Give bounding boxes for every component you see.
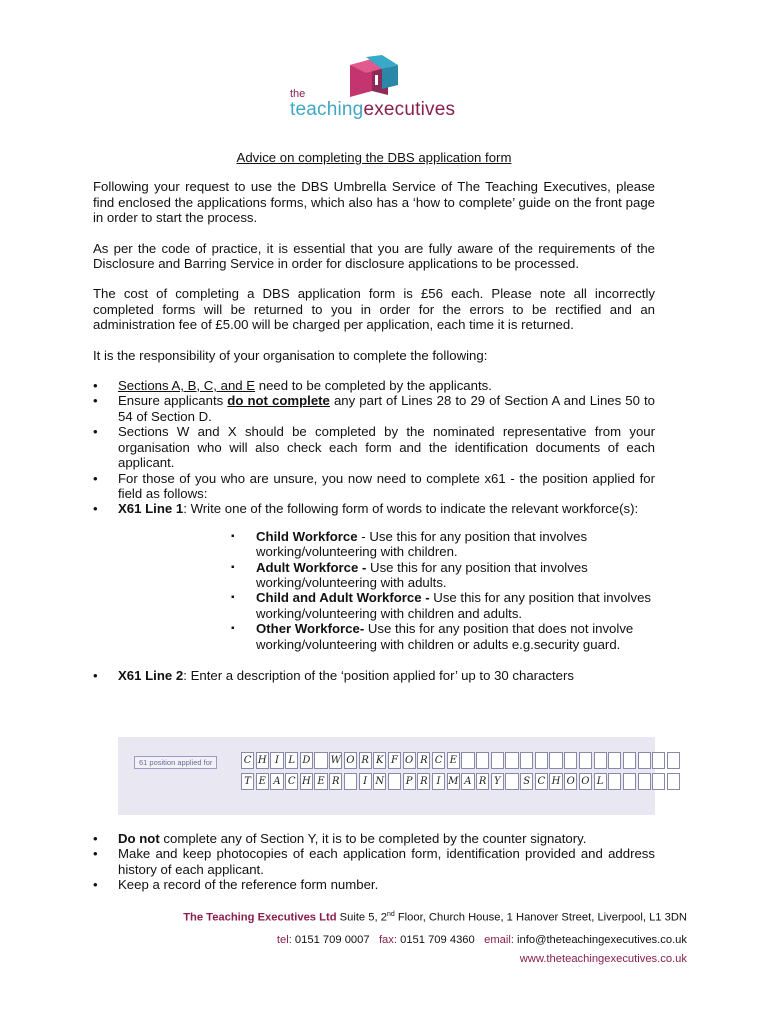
list-item-text: Sections W and X should be completed by the nominated representative from your organisation who will also check each form and the identification documents of each applicant. — [118, 424, 655, 471]
workforce-item — [231, 621, 651, 652]
footer-superscript: nd — [386, 911, 395, 918]
book-logo-icon — [342, 55, 408, 101]
form-grid-row-2 — [241, 773, 682, 790]
line-label: X61 Line 2 — [118, 667, 184, 683]
email-link[interactable]: info@theteachingexecutives.co.uk — [513, 934, 687, 946]
form-char-cell — [549, 752, 562, 769]
form-char-cell: L — [285, 752, 298, 769]
form-char-cell: O — [564, 773, 577, 790]
company-logo — [290, 55, 460, 127]
form-char-cell: O — [344, 752, 357, 769]
website-link[interactable]: www.theteachingexecutives.co.uk — [519, 953, 687, 965]
form-char-cell — [608, 752, 621, 769]
form-char-cell: C — [432, 752, 445, 769]
form-char-cell: E — [314, 773, 327, 790]
form-char-cell: M — [447, 773, 460, 790]
form-char-cell: I — [359, 773, 372, 790]
list-item-text: : Enter a description of the ‘position applied for’ up to 30 characters — [183, 667, 574, 683]
footer-address — [183, 911, 687, 924]
responsibility-list — [93, 378, 655, 517]
form-char-cell — [623, 752, 636, 769]
emphasis-text: do not complete — [227, 393, 330, 409]
emphasis-text: Do not — [118, 831, 160, 846]
form-char-cell — [638, 773, 651, 790]
list-item — [93, 831, 655, 846]
footer-company: The Teaching Executives Ltd — [183, 911, 337, 924]
workforce-name: Child and Adult Workforce - — [256, 590, 430, 606]
footer-contact — [277, 934, 687, 946]
workforce-name: Child Workforce — [256, 528, 358, 544]
form-char-cell — [388, 773, 401, 790]
form-char-cell: C — [285, 773, 298, 790]
paragraph-intro: Following your request to use the DBS Umbrella Service of The Teaching Executives, please find enclosed the applications forms, which also has a ‘how to complete’ guide on the front page in order to start the process. — [93, 179, 655, 226]
paragraph-responsibility: It is the responsibility of your organisation to complete the following: — [93, 347, 488, 363]
list-item-text: any part of Lines 28 to 29 of Section A and Lines 50 to 54 of Section D. — [118, 393, 655, 424]
form-char-cell: W — [329, 752, 342, 769]
form-char-cell — [344, 773, 357, 790]
form-char-cell — [461, 752, 474, 769]
form-char-cell: F — [388, 752, 401, 769]
form-char-cell — [652, 773, 665, 790]
logo-executives: executives — [363, 99, 456, 120]
form-char-cell: C — [241, 752, 254, 769]
form-char-cell: L — [594, 773, 607, 790]
form-char-cell: I — [432, 773, 445, 790]
form-char-cell: Y — [491, 773, 504, 790]
form-char-cell: E — [447, 752, 460, 769]
form-char-cell: H — [300, 773, 313, 790]
workforce-desc: Use this for any position that does not involve working/volunteering with children or adults e.g.security guard. — [256, 621, 634, 652]
form-char-cell: K — [373, 752, 386, 769]
workforce-name: Adult Workforce - — [256, 559, 367, 575]
form-char-cell — [594, 752, 607, 769]
form-char-cell — [667, 752, 680, 769]
fax-label: fax: — [378, 934, 397, 946]
form-grid-row-1 — [241, 752, 682, 769]
footer-address-text: Floor, Church House, 1 Hanover Street, Liverpool, L1 3DN — [394, 911, 687, 924]
list-item — [93, 378, 655, 393]
form-char-cell — [505, 752, 518, 769]
final-list — [93, 831, 655, 893]
list-item — [93, 393, 655, 424]
list-item-text: complete any of Section Y, it is to be completed by the counter signatory. — [159, 831, 587, 846]
list-item-text: Keep a record of the reference form number. — [118, 877, 379, 893]
list-item — [93, 424, 655, 470]
form-char-cell: R — [329, 773, 342, 790]
form-char-cell: A — [270, 773, 283, 790]
form-char-cell — [579, 752, 592, 769]
form-char-cell — [505, 773, 518, 790]
list-item — [93, 668, 655, 683]
form-char-cell: R — [417, 773, 430, 790]
form-char-cell: D — [300, 752, 313, 769]
form-char-cell: C — [535, 773, 548, 790]
workforce-desc: Use this for any position that involves working/volunteering with adults. — [256, 559, 588, 590]
logo-teaching: teaching — [290, 99, 364, 120]
logo-wordmark — [290, 99, 455, 121]
list-item — [93, 471, 655, 502]
list-item-text: Ensure applicants — [118, 393, 228, 409]
workforce-list — [231, 529, 651, 652]
form-char-cell — [314, 752, 327, 769]
form-char-cell: R — [417, 752, 430, 769]
tel-value: 0151 709 0007 — [291, 934, 370, 946]
form-char-cell: I — [270, 752, 283, 769]
workforce-item — [231, 560, 651, 591]
document-title: Advice on completing the DBS application form — [236, 150, 512, 165]
form-char-cell: R — [359, 752, 372, 769]
form-char-cell — [564, 752, 577, 769]
form-char-cell — [520, 752, 533, 769]
form-char-cell: H — [549, 773, 562, 790]
paragraph-code-of-practice: As per the code of practice, it is essential that you are fully aware of the requirements of the Disclosure and Barring Service in order for disclosure applications to be processed. — [93, 240, 655, 272]
workforce-name: Other Workforce- — [256, 621, 365, 637]
form-char-cell: R — [476, 773, 489, 790]
workforce-desc: - Use this for any position that involves working/volunteering with children. — [256, 528, 588, 560]
form-char-cell: S — [520, 773, 533, 790]
form-char-cell: O — [579, 773, 592, 790]
form-char-cell: T — [241, 773, 254, 790]
list-item-text: For those of you who are unsure, you now need to complete x61 - the position applied for field as follows: — [118, 470, 655, 501]
list-item-text: : Write one of the following form of words to indicate the relevant workforce(s): — [183, 501, 639, 517]
logo-the: the — [290, 88, 306, 100]
list-item-text: need to be completed by the applicants. — [255, 378, 492, 394]
form-char-cell — [623, 773, 636, 790]
form-char-cell: A — [461, 773, 474, 790]
form-char-cell: H — [256, 752, 269, 769]
tel-label: tel: — [276, 934, 292, 946]
form-char-cell — [476, 752, 489, 769]
fax-value: 0151 709 4360 — [396, 934, 475, 946]
form-char-cell: O — [403, 752, 416, 769]
line2-list — [93, 668, 655, 683]
form-char-cell — [667, 773, 680, 790]
form-char-cell: N — [373, 773, 386, 790]
form-char-cell: P — [403, 773, 416, 790]
list-item — [93, 846, 655, 877]
form-char-cell: E — [256, 773, 269, 790]
email-label: email: — [484, 934, 514, 946]
paragraph-cost: The cost of completing a DBS application form is £56 each. Please note all incorrectly completed forms will be returned to you in order for the errors to be rectified and an administration fee of £5.00 will be charged per application, each time it is returned. — [93, 286, 655, 333]
workforce-desc: Use this for any position that involves working/volunteering with children and adults. — [256, 590, 652, 621]
form-char-cell — [652, 752, 665, 769]
workforce-item — [231, 529, 651, 560]
document-body-lower — [93, 831, 655, 893]
sections-text: Sections A, B, C, and E — [118, 378, 256, 394]
form-char-cell — [535, 752, 548, 769]
form-char-cell — [638, 752, 651, 769]
line-label: X61 Line 1 — [118, 501, 184, 517]
form-field-label: 61 position applied for — [134, 756, 217, 769]
workforce-item — [231, 590, 651, 621]
form-char-cell — [491, 752, 504, 769]
list-item — [93, 501, 655, 516]
footer-address-text: Suite 5, 2 — [336, 911, 387, 924]
form-char-cell — [608, 773, 621, 790]
list-item — [93, 877, 655, 892]
list-item-text: Make and keep photocopies of each application form, identification provided and address history of each applicant. — [118, 846, 655, 877]
document-body — [93, 150, 655, 683]
